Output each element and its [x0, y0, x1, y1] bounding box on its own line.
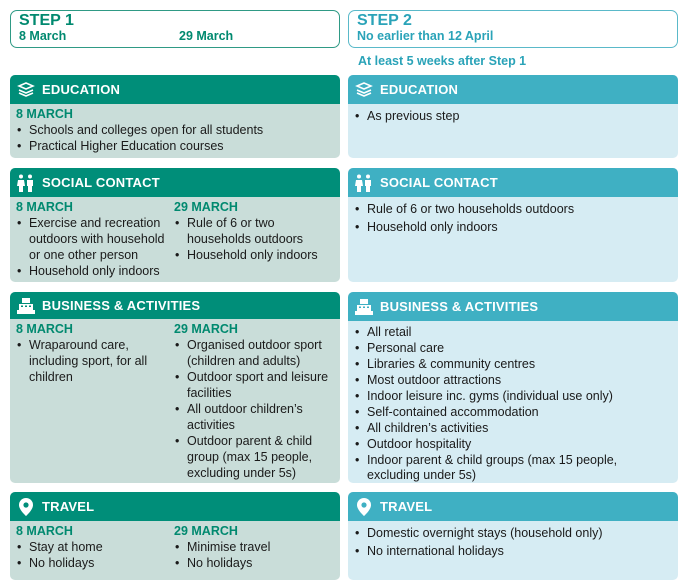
books-icon	[354, 80, 374, 100]
list-item: • All children’s activities	[354, 421, 672, 436]
list-item: • Schools and colleges open for all students	[16, 122, 334, 138]
people-icon	[16, 173, 36, 193]
list-item: • All retail	[354, 325, 672, 340]
section-title: SOCIAL CONTACT	[42, 175, 160, 190]
list-item: • Rule of 6 or two households outdoors	[354, 201, 672, 217]
social-step1-card	[10, 168, 340, 282]
education-step1-card	[10, 75, 340, 158]
list-item: • Outdoor parent & child group (max 15 people, excluding under 5s)	[174, 433, 334, 481]
list-item: • Libraries & community centres	[354, 357, 672, 372]
list-item: • No holidays	[174, 555, 334, 571]
step1-date-2: 29 March	[179, 29, 234, 43]
location-pin-icon	[16, 497, 36, 517]
step2-date: No earlier than 12 April	[357, 29, 494, 43]
step2-note: At least 5 weeks after Step 1	[358, 54, 527, 68]
list-item: • Stay at home	[16, 539, 174, 555]
list-item: • Most outdoor attractions	[354, 373, 672, 388]
education-step2-card	[348, 75, 678, 158]
section-title: TRAVEL	[42, 499, 95, 514]
date-heading: 29 MARCH	[174, 200, 238, 214]
list-item: • Household only indoors	[16, 263, 174, 279]
section-title: BUSINESS & ACTIVITIES	[380, 299, 539, 314]
list-item: • Rule of 6 or two households outdoors	[174, 215, 334, 247]
business-step2-card	[348, 292, 678, 483]
list-item: • Outdoor sport and leisure facilities	[174, 369, 334, 401]
list-item: • No holidays	[16, 555, 174, 571]
date-heading: 8 MARCH	[16, 524, 73, 538]
list-item: • Wraparound care, including sport, for all children	[16, 337, 156, 385]
list-item: • No international holidays	[354, 543, 672, 559]
list-item: • Organised outdoor sport (children and adults)	[174, 337, 334, 369]
social-step2-card	[348, 168, 678, 282]
location-pin-icon	[354, 497, 374, 517]
list-item: • Household only indoors	[174, 247, 334, 263]
step2-header	[348, 10, 678, 48]
date-heading: 8 MARCH	[16, 200, 73, 214]
business-step1-card	[10, 292, 340, 483]
date-heading: 8 MARCH	[16, 107, 73, 121]
list-item: • Exercise and recreation outdoors with household or one other person	[16, 215, 174, 263]
date-heading: 29 MARCH	[174, 322, 238, 336]
travel-step2-card	[348, 492, 678, 580]
list-item: • Domestic overnight stays (household only)	[354, 525, 672, 541]
date-heading: 29 MARCH	[174, 524, 238, 538]
step1-date-1: 8 March	[19, 29, 67, 43]
list-item: • As previous step	[354, 108, 672, 124]
cash-register-icon	[16, 296, 36, 316]
section-title: EDUCATION	[380, 82, 459, 97]
list-item: • Indoor leisure inc. gyms (individual use only)	[354, 389, 672, 404]
step1-header	[10, 10, 340, 48]
step2-title: STEP 2	[357, 12, 412, 29]
list-item: • Practical Higher Education courses	[16, 138, 334, 154]
books-icon	[16, 80, 36, 100]
cash-register-icon	[354, 297, 374, 317]
step1-title: STEP 1	[19, 12, 74, 29]
date-heading: 8 MARCH	[16, 322, 73, 336]
section-title: TRAVEL	[380, 499, 433, 514]
section-title: SOCIAL CONTACT	[380, 175, 498, 190]
travel-step1-card	[10, 492, 340, 580]
people-icon	[354, 173, 374, 193]
list-item: • Minimise travel	[174, 539, 334, 555]
list-item: • Indoor parent & child groups (max 15 people, excluding under 5s)	[354, 453, 672, 483]
list-item: • Outdoor hospitality	[354, 437, 672, 452]
section-title: EDUCATION	[42, 82, 121, 97]
list-item: • Household only indoors	[354, 219, 672, 235]
list-item: • Self-contained accommodation	[354, 405, 672, 420]
list-item: • All outdoor children’s activities	[174, 401, 334, 433]
list-item: • Personal care	[354, 341, 672, 356]
section-title: BUSINESS & ACTIVITIES	[42, 298, 201, 313]
